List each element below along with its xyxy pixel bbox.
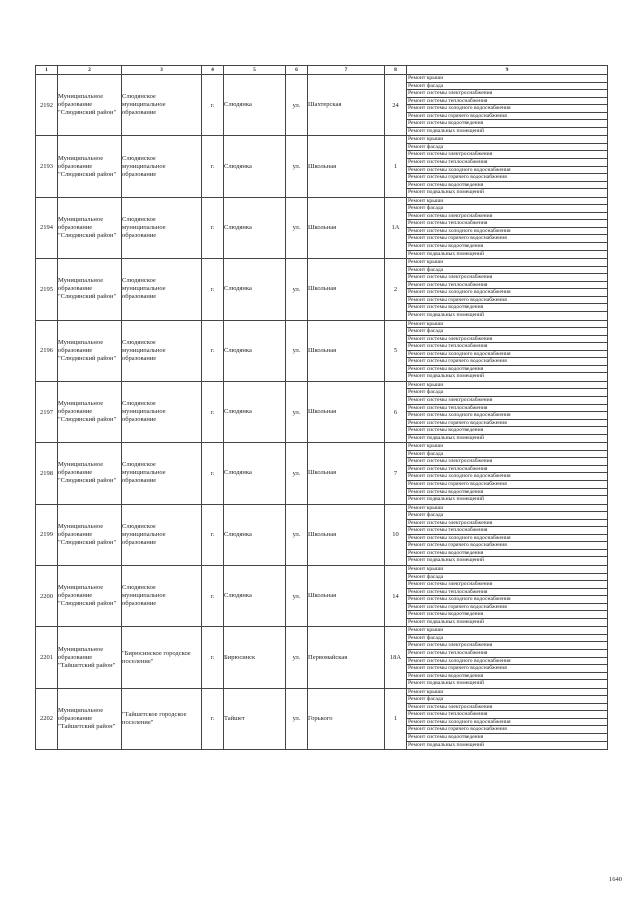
settlement-cell: Слюдянское муниципальное образование bbox=[122, 381, 202, 442]
locality-cell: Слюдянка bbox=[224, 320, 286, 381]
row-number: 2196 bbox=[36, 320, 58, 381]
work-list-cell bbox=[407, 443, 608, 504]
work-item: Ремонт системы водоотведения bbox=[407, 182, 607, 190]
work-item: Ремонт системы электроснабжения bbox=[407, 704, 607, 712]
locality-type-cell: г. bbox=[202, 259, 224, 320]
work-item: Ремонт фасада bbox=[407, 512, 607, 520]
table-row bbox=[36, 566, 608, 627]
work-item: Ремонт системы горячего водоснабжения bbox=[407, 542, 607, 550]
work-item: Ремонт системы горячего водоснабжения bbox=[407, 481, 607, 489]
row-number: 2201 bbox=[36, 627, 58, 688]
work-item: Ремонт подвальных помещений bbox=[408, 557, 485, 564]
work-item: Ремонт фасада bbox=[407, 83, 607, 91]
settlement-cell: Слюдянское муниципальное образование bbox=[122, 320, 202, 381]
municipality-cell: Муниципальное образование "Слюдянский район" bbox=[58, 504, 122, 565]
table-row bbox=[36, 197, 608, 258]
work-list-cell bbox=[407, 197, 608, 258]
work-item: Ремонт системы горячего водоснабжения bbox=[407, 297, 607, 305]
settlement-cell: "Тайшетское городское поселение" bbox=[122, 688, 202, 749]
street-cell: Школьная bbox=[308, 381, 385, 442]
locality-cell: Слюдянка bbox=[224, 259, 286, 320]
municipality-cell: Муниципальное образование "Тайшетский район" bbox=[58, 688, 122, 749]
work-item: Ремонт крыши bbox=[407, 259, 607, 267]
col-header: 9 bbox=[407, 66, 608, 75]
work-item: Ремонт системы холодного водоснабжения bbox=[407, 535, 607, 543]
work-item: Ремонт крыши bbox=[407, 198, 607, 206]
work-item: Ремонт подвальных помещений bbox=[408, 496, 485, 503]
street-type-cell: ул. bbox=[286, 381, 308, 442]
street-type-cell: ул. bbox=[286, 566, 308, 627]
work-item: Ремонт крыши bbox=[407, 566, 607, 574]
row-number: 2193 bbox=[36, 136, 58, 197]
locality-cell: Бирюсинск bbox=[224, 627, 286, 688]
row-number: 2199 bbox=[36, 504, 58, 565]
work-item: Ремонт системы теплоснабжения bbox=[407, 650, 607, 658]
work-item: Ремонт системы водоотведения bbox=[407, 673, 607, 681]
work-item: Ремонт системы водоотведения bbox=[407, 734, 607, 742]
settlement-cell: Слюдянское муниципальное образование bbox=[122, 75, 202, 136]
street-type-cell: ул. bbox=[286, 320, 308, 381]
work-item: Ремонт подвальных помещений bbox=[408, 741, 485, 748]
work-item: Ремонт системы электроснабжения bbox=[407, 336, 607, 344]
house-number-cell: 24 bbox=[385, 75, 407, 136]
work-item: Ремонт системы холодного водоснабжения bbox=[407, 105, 607, 113]
work-item: Ремонт системы горячего водоснабжения bbox=[407, 604, 607, 612]
register-table bbox=[35, 65, 608, 750]
house-number-cell: 1 bbox=[385, 688, 407, 749]
street-cell: Школьная bbox=[308, 504, 385, 565]
col-header: 6 bbox=[286, 66, 308, 75]
street-cell: Школьная bbox=[308, 259, 385, 320]
house-number-cell: 10 bbox=[385, 504, 407, 565]
locality-cell: Слюдянка bbox=[224, 381, 286, 442]
row-number: 2202 bbox=[36, 688, 58, 749]
work-item: Ремонт системы водоотведения bbox=[407, 304, 607, 312]
work-item: Ремонт системы горячего водоснабжения bbox=[407, 113, 607, 121]
work-item: Ремонт подвальных помещений bbox=[408, 373, 485, 380]
house-number-cell: 6 bbox=[385, 381, 407, 442]
col-header: 1 bbox=[36, 66, 58, 75]
municipality-cell: Муниципальное образование "Слюдянский район" bbox=[58, 136, 122, 197]
page-number: 1640 bbox=[609, 876, 622, 883]
locality-cell: Слюдянка bbox=[224, 75, 286, 136]
locality-type-cell: г. bbox=[202, 504, 224, 565]
work-item: Ремонт системы теплоснабжения bbox=[407, 527, 607, 535]
locality-type-cell: г. bbox=[202, 627, 224, 688]
work-item: Ремонт системы электроснабжения bbox=[407, 274, 607, 282]
work-item: Ремонт системы водоотведения bbox=[407, 489, 607, 497]
register-body bbox=[36, 75, 608, 750]
house-number-cell: 1А bbox=[385, 197, 407, 258]
work-list-cell bbox=[407, 627, 608, 688]
work-item: Ремонт системы теплоснабжения bbox=[407, 220, 607, 228]
table-row bbox=[36, 136, 608, 197]
locality-cell: Слюдянка bbox=[224, 197, 286, 258]
work-item: Ремонт системы электроснабжения bbox=[407, 397, 607, 405]
work-item: Ремонт системы теплоснабжения bbox=[407, 343, 607, 351]
settlement-cell: "Бирюсинское городское поселение" bbox=[122, 627, 202, 688]
work-item: Ремонт подвальных помещений bbox=[408, 127, 485, 134]
work-item: Ремонт крыши bbox=[407, 136, 607, 144]
table-row bbox=[36, 320, 608, 381]
row-number: 2194 bbox=[36, 197, 58, 258]
street-type-cell: ул. bbox=[286, 443, 308, 504]
work-item: Ремонт системы электроснабжения bbox=[407, 458, 607, 466]
work-item: Ремонт крыши bbox=[407, 689, 607, 697]
col-header: 3 bbox=[122, 66, 202, 75]
work-item: Ремонт системы горячего водоснабжения bbox=[407, 726, 607, 734]
street-cell: Шахтерская bbox=[308, 75, 385, 136]
work-item: Ремонт фасада bbox=[407, 451, 607, 459]
table-row bbox=[36, 688, 608, 749]
work-item: Ремонт системы холодного водоснабжения bbox=[407, 167, 607, 175]
work-item: Ремонт системы теплоснабжения bbox=[407, 98, 607, 106]
street-type-cell: ул. bbox=[286, 259, 308, 320]
house-number-cell: 1 bbox=[385, 136, 407, 197]
locality-cell: Тайшет bbox=[224, 688, 286, 749]
street-cell: Школьная bbox=[308, 566, 385, 627]
street-cell: Школьная bbox=[308, 443, 385, 504]
work-item: Ремонт фасада bbox=[407, 574, 607, 582]
work-item: Ремонт системы электроснабжения bbox=[407, 213, 607, 221]
work-item: Ремонт системы горячего водоснабжения bbox=[407, 665, 607, 673]
street-type-cell: ул. bbox=[286, 688, 308, 749]
work-item: Ремонт подвальных помещений bbox=[408, 618, 485, 625]
work-item: Ремонт системы холодного водоснабжения bbox=[407, 473, 607, 481]
work-list-cell bbox=[407, 136, 608, 197]
col-header: 7 bbox=[308, 66, 385, 75]
street-cell: Школьная bbox=[308, 136, 385, 197]
settlement-cell: Слюдянское муниципальное образование bbox=[122, 566, 202, 627]
work-item: Ремонт системы водоотведения bbox=[407, 120, 607, 128]
row-number: 2192 bbox=[36, 75, 58, 136]
header-row bbox=[36, 66, 608, 75]
work-item: Ремонт системы электроснабжения bbox=[407, 520, 607, 528]
settlement-cell: Слюдянское муниципальное образование bbox=[122, 443, 202, 504]
table-row bbox=[36, 504, 608, 565]
street-type-cell: ул. bbox=[286, 136, 308, 197]
work-item: Ремонт подвальных помещений bbox=[408, 434, 485, 441]
col-header: 4 bbox=[202, 66, 224, 75]
municipality-cell: Муниципальное образование "Слюдянский район" bbox=[58, 320, 122, 381]
work-item: Ремонт крыши bbox=[407, 443, 607, 451]
house-number-cell: 7 bbox=[385, 443, 407, 504]
street-cell: Первомайская bbox=[308, 627, 385, 688]
work-item: Ремонт системы теплоснабжения bbox=[407, 466, 607, 474]
locality-type-cell: г. bbox=[202, 381, 224, 442]
locality-type-cell: г. bbox=[202, 197, 224, 258]
street-cell: Школьная bbox=[308, 320, 385, 381]
work-item: Ремонт крыши bbox=[407, 321, 607, 329]
col-header: 2 bbox=[58, 66, 122, 75]
work-list-cell bbox=[407, 381, 608, 442]
work-item: Ремонт подвальных помещений bbox=[408, 189, 485, 196]
work-list-cell bbox=[407, 688, 608, 749]
work-item: Ремонт системы теплоснабжения bbox=[407, 159, 607, 167]
locality-type-cell: г. bbox=[202, 75, 224, 136]
work-item: Ремонт системы холодного водоснабжения bbox=[407, 719, 607, 727]
table-row bbox=[36, 381, 608, 442]
row-number: 2200 bbox=[36, 566, 58, 627]
street-cell: Школьная bbox=[308, 197, 385, 258]
work-item: Ремонт системы горячего водоснабжения bbox=[407, 174, 607, 182]
work-item: Ремонт фасада bbox=[407, 205, 607, 213]
house-number-cell: 18А bbox=[385, 627, 407, 688]
street-type-cell: ул. bbox=[286, 75, 308, 136]
work-item: Ремонт фасада bbox=[407, 635, 607, 643]
locality-cell: Слюдянка bbox=[224, 136, 286, 197]
locality-type-cell: г. bbox=[202, 136, 224, 197]
municipality-cell: Муниципальное образование "Слюдянский район" bbox=[58, 75, 122, 136]
street-cell: Горького bbox=[308, 688, 385, 749]
settlement-cell: Слюдянское муниципальное образование bbox=[122, 259, 202, 320]
work-item: Ремонт системы холодного водоснабжения bbox=[407, 658, 607, 666]
table-row bbox=[36, 443, 608, 504]
work-item: Ремонт системы водоотведения bbox=[407, 427, 607, 435]
locality-cell: Слюдянка bbox=[224, 566, 286, 627]
work-item: Ремонт системы электроснабжения bbox=[407, 151, 607, 159]
street-type-cell: ул. bbox=[286, 504, 308, 565]
work-item: Ремонт фасада bbox=[407, 267, 607, 275]
row-number: 2197 bbox=[36, 381, 58, 442]
work-item: Ремонт системы горячего водоснабжения bbox=[407, 235, 607, 243]
street-type-cell: ул. bbox=[286, 627, 308, 688]
municipality-cell: Муниципальное образование "Слюдянский район" bbox=[58, 259, 122, 320]
work-item: Ремонт фасада bbox=[407, 144, 607, 152]
work-item: Ремонт фасада bbox=[407, 328, 607, 336]
work-item: Ремонт крыши bbox=[407, 505, 607, 513]
work-item: Ремонт крыши bbox=[407, 382, 607, 390]
house-number-cell: 14 bbox=[385, 566, 407, 627]
work-item: Ремонт фасада bbox=[407, 696, 607, 704]
work-item: Ремонт подвальных помещений bbox=[408, 680, 485, 687]
street-type-cell: ул. bbox=[286, 197, 308, 258]
work-list-cell bbox=[407, 259, 608, 320]
work-item: Ремонт подвальных помещений bbox=[408, 250, 485, 257]
work-item: Ремонт системы теплоснабжения bbox=[407, 282, 607, 290]
municipality-cell: Муниципальное образование "Тайшетский район" bbox=[58, 627, 122, 688]
municipality-cell: Муниципальное образование "Слюдянский район" bbox=[58, 197, 122, 258]
row-number: 2198 bbox=[36, 443, 58, 504]
col-header: 5 bbox=[224, 66, 286, 75]
locality-type-cell: г. bbox=[202, 320, 224, 381]
work-list-cell bbox=[407, 320, 608, 381]
work-item: Ремонт системы электроснабжения bbox=[407, 642, 607, 650]
work-item: Ремонт системы теплоснабжения bbox=[407, 589, 607, 597]
work-item: Ремонт фасада bbox=[407, 389, 607, 397]
locality-type-cell: г. bbox=[202, 688, 224, 749]
municipality-cell: Муниципальное образование "Слюдянский район" bbox=[58, 566, 122, 627]
house-number-cell: 2 bbox=[385, 259, 407, 320]
work-item: Ремонт системы холодного водоснабжения bbox=[407, 412, 607, 420]
municipality-cell: Муниципальное образование "Слюдянский район" bbox=[58, 443, 122, 504]
work-item: Ремонт системы теплоснабжения bbox=[407, 711, 607, 719]
work-item: Ремонт системы электроснабжения bbox=[407, 581, 607, 589]
municipality-cell: Муниципальное образование "Слюдянский район" bbox=[58, 381, 122, 442]
col-header: 8 bbox=[385, 66, 407, 75]
row-number: 2195 bbox=[36, 259, 58, 320]
table-row bbox=[36, 259, 608, 320]
locality-cell: Слюдянка bbox=[224, 504, 286, 565]
work-item: Ремонт системы холодного водоснабжения bbox=[407, 351, 607, 359]
locality-type-cell: г. bbox=[202, 566, 224, 627]
table-row bbox=[36, 627, 608, 688]
work-item: Ремонт системы водоотведения bbox=[407, 550, 607, 558]
locality-type-cell: г. bbox=[202, 443, 224, 504]
work-list-cell bbox=[407, 566, 608, 627]
work-item: Ремонт системы водоотведения bbox=[407, 366, 607, 374]
house-number-cell: 5 bbox=[385, 320, 407, 381]
table-row bbox=[36, 75, 608, 136]
locality-cell: Слюдянка bbox=[224, 443, 286, 504]
work-item: Ремонт системы горячего водоснабжения bbox=[407, 420, 607, 428]
work-item: Ремонт системы холодного водоснабжения bbox=[407, 289, 607, 297]
work-item: Ремонт крыши bbox=[407, 627, 607, 635]
settlement-cell: Слюдянское муниципальное образование bbox=[122, 504, 202, 565]
work-item: Ремонт системы теплоснабжения bbox=[407, 405, 607, 413]
settlement-cell: Слюдянское муниципальное образование bbox=[122, 136, 202, 197]
work-item: Ремонт системы холодного водоснабжения bbox=[407, 228, 607, 236]
work-item: Ремонт крыши bbox=[407, 75, 607, 83]
work-item: Ремонт системы водоотведения bbox=[407, 611, 607, 619]
work-item: Ремонт системы электроснабжения bbox=[407, 90, 607, 98]
settlement-cell: Слюдянское муниципальное образование bbox=[122, 197, 202, 258]
work-item: Ремонт подвальных помещений bbox=[408, 311, 485, 318]
work-item: Ремонт системы водоотведения bbox=[407, 243, 607, 251]
work-item: Ремонт системы холодного водоснабжения bbox=[407, 596, 607, 604]
work-list-cell bbox=[407, 75, 608, 136]
work-list-cell bbox=[407, 504, 608, 565]
work-item: Ремонт системы горячего водоснабжения bbox=[407, 358, 607, 366]
